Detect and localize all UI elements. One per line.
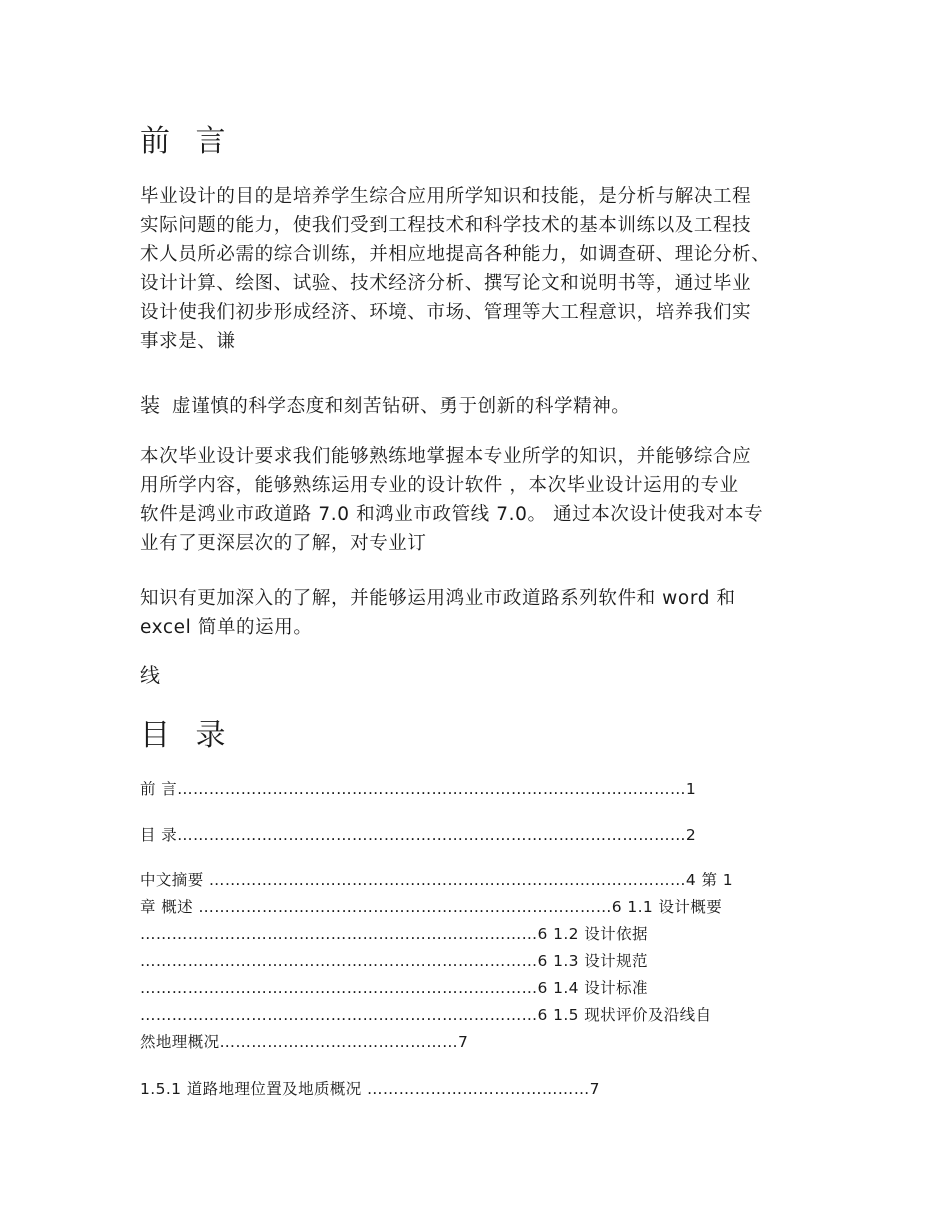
toc-entry-text[interactable]: 1.5.1 道路地理位置及地质概况 ……………………………………7: [140, 1080, 600, 1098]
text-line: 虚谨慎的科学态度和刻苦钻研、勇于创新的科学精神。: [172, 396, 631, 417]
toc-entry[interactable]: [140, 1076, 820, 1103]
toc-entry-text[interactable]: …………………………………………………………………6 1.3 设计规范: [140, 952, 648, 970]
preface-title: 前 言: [140, 124, 234, 159]
toc-entry-text[interactable]: 然地理概况………………………………………7: [140, 1033, 469, 1051]
text-line: 知识有更加深入的了解，并能够运用鸿业市政道路系列软件和 word 和: [140, 588, 736, 609]
text-line: excel 简单的运用。: [140, 617, 313, 638]
text-line: 本次毕业设计要求我们能够熟练地掌握本专业所学的知识，并能够综合应: [140, 446, 752, 467]
preface-paragraph-4: [140, 584, 820, 642]
binding-mark-xian: 线: [140, 663, 160, 687]
preface-paragraph-2: [172, 392, 822, 421]
toc-entry-text[interactable]: 前 言……………………………………………………………………………………1: [140, 780, 697, 798]
toc-entry-text[interactable]: …………………………………………………………………6 1.2 设计依据: [140, 925, 648, 943]
binding-mark-zhuang: 装: [140, 393, 160, 417]
text-line: 术人员所必需的综合训练，并相应地提高各种能力，如调查研、理论分析、: [140, 244, 771, 265]
toc-entry-text[interactable]: 中文摘要 ………………………………………………………………………………4 第 1: [140, 871, 734, 889]
toc-entry[interactable]: [140, 776, 820, 803]
toc-block: [140, 867, 820, 1056]
text-line: 实际问题的能力，使我们受到工程技术和科学技术的基本训练以及工程技: [140, 215, 752, 236]
text-line: 事求是、谦: [140, 331, 236, 352]
toc-title: 目 录: [140, 718, 234, 753]
text-line: 设计使我们初步形成经济、环境、市场、管理等大工程意识，培养我们实: [140, 302, 752, 323]
toc-entry-text[interactable]: …………………………………………………………………6 1.4 设计标准: [140, 979, 648, 997]
toc-entry-text[interactable]: …………………………………………………………………6 1.5 现状评价及沿线自: [140, 1006, 712, 1024]
preface-paragraph-1: [140, 182, 820, 356]
preface-paragraph-3: [140, 442, 820, 558]
text-line: 用所学内容，能够熟练运用专业的设计软件 ，本次毕业设计运用的专业: [140, 475, 739, 496]
text-line: 毕业设计的目的是培养学生综合应用所学知识和技能，是分析与解决工程: [140, 186, 752, 207]
text-line: 软件是鸿业市政道路 7.0 和鸿业市政管线 7.0。 通过本次设计使我对本专: [140, 504, 764, 525]
toc-entry-text[interactable]: 章 概述 ……………………………………………………………………6 1.1 设计概要: [140, 898, 723, 916]
toc-entry[interactable]: [140, 822, 820, 849]
text-line: 设计计算、绘图、试验、技术经济分析、撰写论文和说明书等，通过毕业: [140, 273, 752, 294]
toc-entry-text[interactable]: 目 录……………………………………………………………………………………2: [140, 826, 697, 844]
text-line: 业有了更深层次的了解，对专业订: [140, 533, 427, 554]
